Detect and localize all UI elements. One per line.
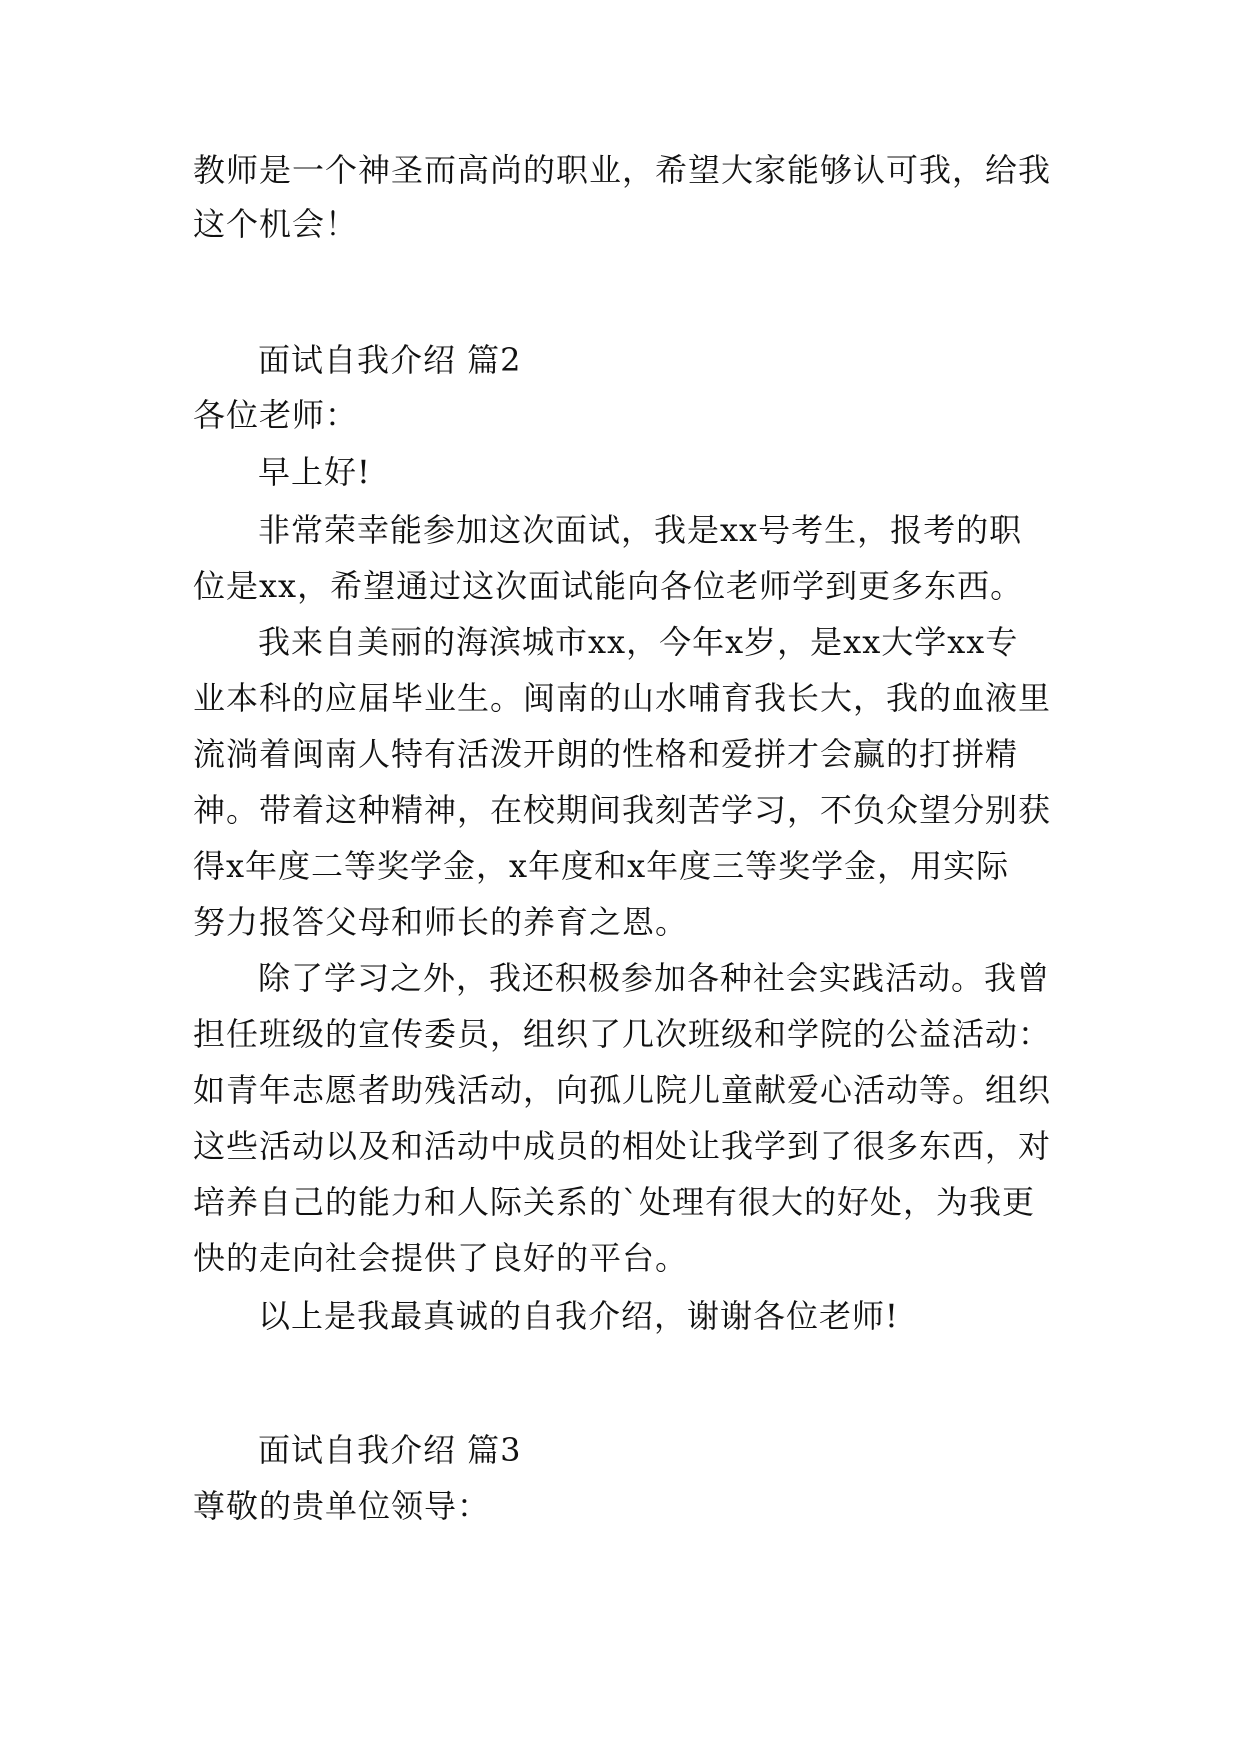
paragraph-line: 这个机会！ xyxy=(193,205,359,243)
section-heading: 面试自我介绍 篇3 xyxy=(258,1431,522,1469)
paragraph-line: 神。带着这种精神，在校期间我刻苦学习，不负众望分别获 xyxy=(193,791,1052,829)
paragraph-line: 担任班级的宣传委员，组织了几次班级和学院的公益活动： xyxy=(193,1015,1052,1053)
section-heading: 面试自我介绍 篇2 xyxy=(258,341,522,379)
paragraph-line: 流淌着闽南人特有活泼开朗的性格和爱拼才会赢的打拼精 xyxy=(193,735,1019,773)
paragraph-line: 我来自美丽的海滨城市xx，今年x岁，是xx大学xx专 xyxy=(258,623,1019,661)
paragraph-line: 得x年度二等奖学金，x年度和x年度三等奖学金，用实际 xyxy=(193,847,1010,885)
salutation: 各位老师： xyxy=(193,396,359,434)
paragraph-line: 业本科的应届毕业生。闽南的山水哺育我长大，我的血液里 xyxy=(193,679,1052,717)
paragraph-line: 教师是一个神圣而高尚的职业，希望大家能够认可我，给我 xyxy=(193,151,1052,189)
paragraph-line: 除了学习之外，我还积极参加各种社会实践活动。我曾 xyxy=(258,959,1051,997)
paragraph-line: 培养自己的能力和人际关系的`处理有很大的好处，为我更 xyxy=(193,1183,1036,1221)
paragraph-line: 以上是我最真诚的自我介绍，谢谢各位老师! xyxy=(258,1297,899,1335)
paragraph-line: 非常荣幸能参加这次面试，我是xx号考生，报考的职 xyxy=(258,511,1023,549)
paragraph-line: 快的走向社会提供了良好的平台。 xyxy=(193,1239,689,1277)
paragraph-line: 位是xx，希望通过这次面试能向各位老师学到更多东西。 xyxy=(193,567,1024,605)
paragraph-line: 如青年志愿者助残活动，向孤儿院儿童献爱心活动等。组织 xyxy=(193,1071,1052,1109)
salutation: 尊敬的贵单位领导： xyxy=(193,1487,491,1525)
greeting: 早上好! xyxy=(258,453,371,491)
paragraph-line: 这些活动以及和活动中成员的相处让我学到了很多东西，对 xyxy=(193,1127,1052,1165)
paragraph-line: 努力报答父母和师长的养育之恩。 xyxy=(193,903,689,941)
